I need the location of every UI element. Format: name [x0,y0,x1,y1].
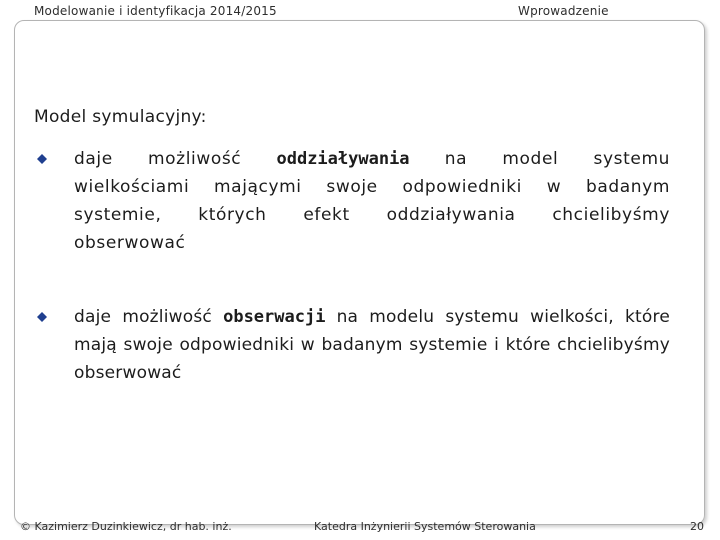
bullet-item-2 [74,303,670,387]
bullet-2-keyword: obserwacji [223,307,326,327]
header-section-title: Wprowadzenie [518,4,609,18]
bullet-item-1 [74,145,670,257]
bullet-2-text-after: na modelu systemu wielkości, które mają swoje odpowiedniki w badanym systemie i które chcielibyśmy obserwować [74,307,670,383]
bullet-1-keyword: oddziaływania [276,149,410,169]
slide-title: Model symulacyjny: [34,107,207,127]
diamond-icon [37,312,47,322]
diamond-icon [37,154,47,164]
bullet-2-text-before: daje możliwość [74,307,224,327]
slide-frame [14,20,705,525]
header-course-title: Modelowanie i identyfikacja 2014/2015 [34,4,277,18]
footer-department: Katedra Inżynierii Systemów Sterowania [314,520,536,533]
page-number: 20 [690,520,704,533]
bullet-1-text-after: na model systemu wielkościami mającymi swoje odpowiedniki w badanym systemie, których efekt oddziaływania chcielibyśmy obserwować [74,149,670,253]
bullet-1-text-before: daje możliwość [74,149,277,169]
footer-author: © Kazimierz Duzinkiewicz, dr hab. inż. [20,520,232,533]
